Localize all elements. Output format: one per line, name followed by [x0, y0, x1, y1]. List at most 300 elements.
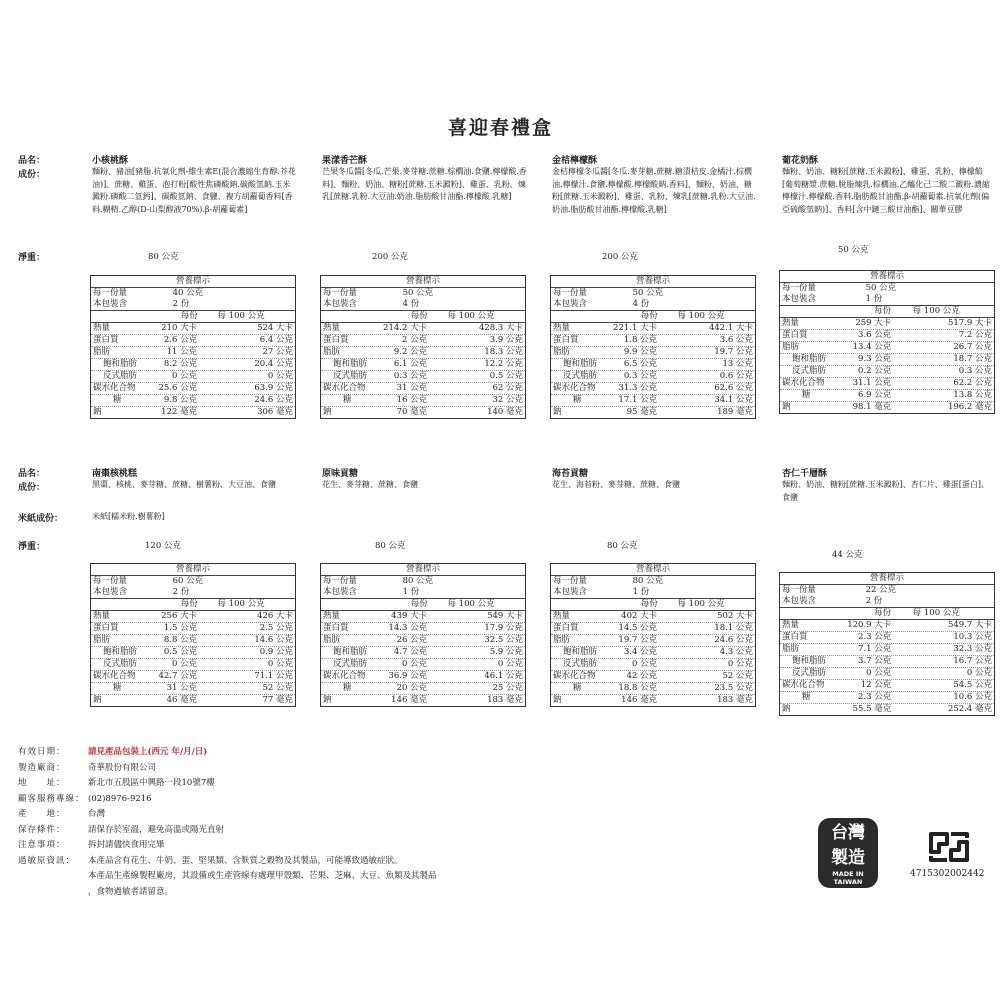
transfat-label: 反式脂肪: [792, 668, 827, 678]
sodium-row: [91, 407, 295, 418]
fat-per-serving: 9.9 公克: [623, 347, 658, 357]
transfat-row: [551, 371, 755, 383]
serving-row: [551, 576, 755, 587]
sugar-label: 糖: [343, 683, 352, 693]
product-name: 金桔檸檬酥: [552, 156, 598, 166]
carb-label: 碳水化合物: [782, 680, 825, 690]
sodium-label: 鈉: [782, 402, 791, 412]
satfat-label: 飽和脂肪: [333, 647, 368, 657]
logo-line-1: 台灣: [831, 823, 865, 843]
servings-value: 4 份: [632, 299, 650, 309]
sodium-per-serving: 122 毫克: [161, 407, 198, 417]
sodium-per-serving: 146 毫克: [391, 695, 428, 705]
fat-per-serving: 8.8 公克: [163, 635, 198, 645]
serving-label: 每一份量: [93, 288, 128, 298]
energy-per-100g: 524 大卡: [257, 323, 293, 333]
energy-per-serving: 402 大卡: [621, 611, 658, 621]
transfat-label: 反式脂肪: [333, 659, 368, 669]
carb-per-serving: 42 公克: [626, 671, 658, 681]
sugar-per-serving: 20 公克: [396, 683, 428, 693]
logo-line-2: 製造: [831, 848, 865, 868]
sugar-label: 糖: [113, 395, 122, 405]
product-weight: 200 公克: [602, 252, 638, 262]
satfat-per-serving: 9.3 公克: [858, 354, 892, 364]
product-name: 小核桃酥: [92, 156, 129, 166]
nutrition-title: 營養標示: [551, 276, 755, 288]
servings-label: 本包裝含: [93, 587, 128, 597]
energy-label: 熱量: [323, 611, 341, 621]
fat-row: [551, 347, 755, 359]
fat-per-serving: 13.4 公克: [852, 342, 892, 352]
fat-label: 脂肪: [93, 635, 111, 645]
energy-per-serving: 210 大卡: [161, 323, 198, 333]
carb-per-100g: 63.9 公克: [254, 383, 293, 393]
page-title: 喜迎春禮盒: [447, 117, 553, 139]
protein-per-100g: 7.2 公克: [958, 330, 992, 340]
name-label: 品名：: [18, 156, 46, 166]
per-serving-header: 每份: [874, 306, 892, 316]
servings-value: 2 份: [172, 299, 190, 309]
energy-per-100g: 502 大卡: [717, 611, 753, 621]
carb-per-100g: 62 公克: [492, 383, 523, 393]
transfat-per-100g: 0 公克: [966, 668, 992, 678]
fat-label: 脂肪: [553, 635, 571, 645]
footer-row: [18, 838, 165, 850]
sugar-per-100g: 34.1 公克: [714, 395, 753, 405]
satfat-per-serving: 4.7 公克: [393, 647, 428, 657]
per-100g-header: 每 100 公克: [677, 599, 725, 609]
sugar-per-serving: 31 公克: [166, 683, 198, 693]
satfat-per-100g: 12.2 公克: [484, 359, 523, 369]
protein-per-100g: 17.9 公克: [484, 623, 523, 633]
footer-key: 注意事項：: [18, 840, 66, 850]
transfat-per-serving: 0 公克: [171, 371, 198, 381]
satfat-label: 飽和脂肪: [563, 359, 598, 369]
serving-value: 60 公克: [172, 576, 204, 586]
sugar-per-serving: 9.8 公克: [163, 395, 198, 405]
product-ingredients: 黑棗、核桃、麥芽糖、蔗糖、樹薯粉、大豆油、食鹽: [92, 480, 276, 489]
sodium-per-100g: 252.4 毫克: [947, 704, 992, 714]
servings-value: 1 份: [402, 587, 420, 597]
servings-value: 2 份: [865, 596, 883, 606]
servings-value: 1 份: [632, 587, 650, 597]
carb-row: [321, 383, 525, 395]
servings-label: 本包裝含: [93, 299, 128, 309]
carb-label: 碳水化合物: [93, 671, 136, 681]
product-weight: 200 公克: [372, 252, 408, 262]
sugar-per-100g: 32 公克: [492, 395, 523, 405]
footer-key: 顧客服務專線：: [18, 793, 85, 804]
transfat-per-100g: 0 公克: [497, 659, 523, 669]
carb-per-100g: 71.1 公克: [254, 671, 293, 681]
serving-row: [551, 288, 755, 299]
column-header: [321, 599, 525, 611]
fat-per-serving: 19.7 公克: [618, 635, 658, 645]
protein-per-100g: 6.4 公克: [259, 335, 293, 345]
energy-per-serving: 214.2 大卡: [383, 323, 428, 333]
fat-row: [91, 347, 295, 359]
sugar-per-100g: 24.6 公克: [254, 395, 293, 405]
servings-label: 本包裝含: [782, 294, 817, 304]
satfat-label: 飽和脂肪: [792, 656, 827, 666]
product-ingredients: 金桔檸檬冬瓜醬[冬瓜.麥芽糖.蔗糖.糖漬桔皮.金橘汁.棕櫚油.檸檬汁.食鹽.檸檬酸.檸檬酸鈉.香料]、麵粉、奶油、糖粉[蔗糖.玉米澱粉]、雞蛋、乳粉、煉乳[蔗糖.乳粉.大豆油.奶油.脂肪酸甘油酯.檸檬酸.乳糖]: [552, 167, 756, 214]
energy-label: 熱量: [553, 611, 571, 621]
column-header: [91, 599, 295, 611]
transfat-label: 反式脂肪: [563, 371, 598, 381]
product-ingredients: 花生、海苔粉、麥芽糖、蔗糖、食鹽: [552, 480, 680, 489]
protein-per-100g: 2.5 公克: [259, 623, 293, 633]
sugar-per-serving: 18.8 公克: [618, 683, 658, 693]
fat-row: [780, 342, 994, 354]
nutrition-title: 營養標示: [780, 573, 994, 585]
fat-per-100g: 27 公克: [262, 347, 293, 357]
footer-key: 地 址：: [18, 778, 66, 788]
servings-value: 2 份: [172, 587, 190, 597]
carb-per-serving: 12 公克: [860, 680, 892, 690]
sugar-per-100g: 25 公克: [492, 683, 523, 693]
column-header: [551, 311, 755, 323]
sugar-row: [91, 395, 295, 407]
protein-per-serving: 2 公克: [401, 335, 428, 345]
per-serving-header: 每份: [410, 599, 428, 609]
carb-row: [551, 671, 755, 683]
sugar-per-100g: 52 公克: [262, 683, 293, 693]
energy-per-serving: 439 大卡: [391, 611, 428, 621]
rice-paper-label: 米紙成份：: [18, 514, 64, 524]
transfat-label: 反式脂肪: [103, 659, 138, 669]
transfat-per-serving: 0.3 公克: [623, 371, 658, 381]
satfat-per-serving: 6.1 公克: [393, 359, 428, 369]
sodium-per-100g: 306 毫克: [257, 407, 293, 417]
serving-value: 40 公克: [172, 288, 204, 298]
carb-per-serving: 31.1 公克: [852, 378, 892, 388]
sodium-per-100g: 77 毫克: [262, 695, 293, 705]
nutrition-title: 營養標示: [321, 276, 525, 288]
sodium-per-100g: 183 毫克: [487, 695, 523, 705]
sugar-label: 糖: [343, 395, 352, 405]
fat-row: [551, 635, 755, 647]
carb-per-serving: 31 公克: [396, 383, 428, 393]
fat-per-serving: 7.1 公克: [858, 644, 892, 654]
serving-value: 22 公克: [865, 585, 897, 595]
nutrition-table: [90, 275, 296, 419]
carb-row: [780, 378, 994, 390]
footer-key: 有效日期：: [18, 747, 66, 757]
sugar-per-serving: 6.9 公克: [858, 390, 892, 400]
serving-value: 50 公克: [632, 288, 664, 298]
protein-label: 蛋白質: [323, 335, 349, 345]
sugar-row: [321, 683, 525, 695]
protein-per-serving: 14.3 公克: [388, 623, 428, 633]
protein-per-serving: 14.5 公克: [618, 623, 658, 633]
per-100g-header: 每 100 公克: [912, 306, 960, 316]
servings-row: [780, 294, 994, 306]
energy-label: 熱量: [782, 318, 800, 328]
sugar-per-100g: 13.8 公克: [953, 390, 992, 400]
product-weight: 80 公克: [148, 252, 179, 262]
footer-row: [18, 807, 105, 819]
carb-per-100g: 46.1 公克: [484, 671, 523, 681]
transfat-per-serving: 0 公克: [171, 659, 198, 669]
protein-row: [551, 623, 755, 635]
sugar-label: 糖: [573, 683, 582, 693]
serving-label: 每一份量: [782, 283, 817, 293]
carb-row: [91, 671, 295, 683]
energy-label: 熱量: [782, 620, 800, 630]
servings-label: 本包裝含: [323, 299, 358, 309]
serving-value: 80 公克: [632, 576, 664, 586]
carb-row: [91, 383, 295, 395]
nutrition-title: 營養標示: [91, 564, 295, 576]
transfat-per-100g: 0.5 公克: [489, 371, 523, 381]
sodium-label: 鈉: [323, 695, 332, 705]
energy-label: 熱量: [93, 323, 111, 333]
product-weight: 50 公克: [838, 245, 869, 255]
nutrition-table: [779, 572, 995, 716]
satfat-label: 飽和脂肪: [103, 647, 138, 657]
barcode-number: 4715302002442: [910, 869, 985, 879]
nutrition-table: [320, 563, 526, 707]
servings-label: 本包裝含: [323, 587, 358, 597]
sodium-label: 鈉: [93, 407, 102, 417]
serving-row: [780, 585, 994, 596]
product-name: 南棗核桃糕: [92, 469, 138, 479]
energy-label: 熱量: [553, 323, 571, 333]
footer-value: 請見產品包裝上(西元 年/月/日): [88, 747, 208, 757]
footer-row: [18, 745, 207, 757]
per-100g-header: 每 100 公克: [447, 311, 495, 321]
energy-per-serving: 259 大卡: [855, 318, 892, 328]
transfat-per-100g: 0.6 公克: [719, 371, 753, 381]
protein-row: [91, 335, 295, 347]
footer-row: [18, 776, 215, 788]
servings-label: 本包裝含: [553, 299, 588, 309]
energy-row: [91, 323, 295, 335]
energy-per-100g: 428.3 大卡: [478, 323, 523, 333]
protein-label: 蛋白質: [782, 632, 808, 642]
carb-per-100g: 62.2 公克: [953, 378, 992, 388]
servings-row: [91, 587, 295, 599]
footer-key: 保存條件：: [18, 824, 66, 835]
footer-row: [18, 869, 437, 881]
footer-value: 台灣: [88, 809, 106, 819]
per-serving-header: 每份: [640, 599, 658, 609]
footer-row: [18, 761, 156, 773]
sodium-row: [551, 695, 755, 706]
fat-per-100g: 19.7 公克: [714, 347, 753, 357]
serving-label: 每一份量: [553, 576, 588, 586]
carb-per-serving: 25.6 公克: [158, 383, 198, 393]
satfat-label: 飽和脂肪: [103, 359, 138, 369]
sugar-per-100g: 10.6 公克: [953, 692, 992, 702]
transfat-row: [780, 668, 994, 680]
fat-row: [321, 347, 525, 359]
nutrition-table: [779, 270, 995, 414]
protein-per-100g: 18.1 公克: [714, 623, 753, 633]
servings-label: 本包裝含: [782, 596, 817, 606]
protein-per-100g: 3.6 公克: [719, 335, 753, 345]
satfat-row: [551, 359, 755, 371]
energy-row: [780, 620, 994, 632]
per-100g-header: 每 100 公克: [677, 311, 725, 321]
sodium-row: [551, 407, 755, 418]
fat-row: [91, 635, 295, 647]
product-ingredients: 麵粉、豬油[豬脂.抗氧化劑-維生素E(混合濃縮生育醇.芥花油)]、蔗糖、雞蛋、泡打粉[酸性焦磷酸鈉.碳酸氫鈉.玉米澱粉.磷酸二氫鈣]、碳酸氫鈉、食鹽、複方胡蘿蔔香料[香料.糊精.乙醇(D-山梨醇液70%).β-胡蘿蔔素]: [92, 167, 296, 214]
column-header: [780, 306, 994, 318]
fat-per-serving: 9.2 公克: [393, 347, 428, 357]
satfat-per-serving: 6.5 公克: [623, 359, 658, 369]
nutrition-table: [90, 563, 296, 707]
fat-label: 脂肪: [782, 342, 800, 352]
protein-per-serving: 1.5 公克: [163, 623, 198, 633]
carb-label: 碳水化合物: [553, 383, 596, 393]
sodium-row: [321, 407, 525, 418]
satfat-label: 飽和脂肪: [792, 354, 827, 364]
fat-label: 脂肪: [782, 644, 800, 654]
footer-value: 請保存於室溫，避免高溫或陽光直射: [88, 824, 225, 835]
transfat-per-serving: 0.3 公克: [393, 371, 428, 381]
satfat-row: [321, 359, 525, 371]
sodium-label: 鈉: [93, 695, 102, 705]
sugar-row: [780, 390, 994, 402]
transfat-label: 反式脂肪: [333, 371, 368, 381]
product-name: 海苔貢糖: [552, 469, 589, 479]
protein-label: 蛋白質: [93, 623, 119, 633]
serving-row: [91, 288, 295, 299]
carb-row: [321, 671, 525, 683]
protein-row: [91, 623, 295, 635]
per-serving-header: 每份: [640, 311, 658, 321]
protein-label: 蛋白質: [323, 623, 349, 633]
transfat-row: [321, 659, 525, 671]
product-weight: 120 公克: [145, 541, 181, 551]
protein-per-serving: 2.3 公克: [858, 632, 892, 642]
product-ingredients: 花生、麥芽糖、蔗糖、食鹽: [322, 480, 418, 489]
serving-label: 每一份量: [782, 585, 817, 595]
sugar-row: [321, 395, 525, 407]
serving-label: 每一份量: [553, 288, 588, 298]
fat-per-100g: 18.3 公克: [484, 347, 523, 357]
rice-paper-ingredients: 米紙[糯米粉.樹薯粉]: [92, 512, 165, 521]
product-ingredients: 麵粉、奶油、糖粉[蔗糖.玉米澱粉]、雞蛋、乳粉、檸檬餡[葡萄糖漿.蔗糖.脫脂煉乳.棕櫚油.乙醯化己二酸二澱粉.濃縮檸檬汁.檸檬酸.香料.脂肪酸甘油酯.β-胡蘿蔔素.抗氧化劑(偏亞硫酸氫鈉)]、香料[含中鏈三酸甘油酯]、關華豆膠: [782, 167, 990, 214]
satfat-per-serving: 3.4 公克: [623, 647, 658, 657]
sugar-label: 糖: [113, 683, 122, 693]
fat-label: 脂肪: [323, 635, 341, 645]
satfat-per-100g: 20.4 公克: [254, 359, 293, 369]
fat-label: 脂肪: [323, 347, 341, 357]
sodium-row: [321, 695, 525, 706]
per-100g-header: 每 100 公克: [217, 599, 265, 609]
servings-row: [321, 299, 525, 311]
fat-per-serving: 26 公克: [396, 635, 428, 645]
sodium-per-serving: 95 毫克: [626, 407, 658, 417]
protein-row: [551, 335, 755, 347]
carb-per-100g: 54.5 公克: [953, 680, 992, 690]
per-100g-header: 每 100 公克: [447, 599, 495, 609]
fat-per-100g: 24.6 公克: [714, 635, 753, 645]
sodium-per-100g: 140 毫克: [487, 407, 523, 417]
carb-label: 碳水化合物: [323, 383, 366, 393]
transfat-row: [551, 659, 755, 671]
energy-label: 熱量: [323, 323, 341, 333]
transfat-label: 反式脂肪: [792, 366, 827, 376]
fat-label: 脂肪: [553, 347, 571, 357]
name-label-2: 品名：: [18, 469, 46, 479]
carb-per-100g: 52 公克: [722, 671, 753, 681]
satfat-row: [780, 354, 994, 366]
product-weight: 44 公克: [832, 550, 863, 560]
protein-label: 蛋白質: [553, 623, 579, 633]
footer-row: [18, 885, 173, 897]
sugar-per-100g: 23.5 公克: [714, 683, 753, 693]
energy-label: 熱量: [93, 611, 111, 621]
carb-per-serving: 36.9 公克: [388, 671, 428, 681]
sodium-label: 鈉: [553, 695, 562, 705]
transfat-per-serving: 0 公克: [631, 659, 658, 669]
servings-row: [780, 596, 994, 608]
sugar-per-serving: 17.1 公克: [618, 395, 658, 405]
transfat-per-100g: 0 公克: [727, 659, 753, 669]
protein-per-100g: 10.3 公克: [953, 632, 992, 642]
fat-row: [321, 635, 525, 647]
column-header: [91, 311, 295, 323]
transfat-per-100g: 0.3 公克: [958, 366, 992, 376]
protein-row: [321, 623, 525, 635]
sodium-label: 鈉: [782, 704, 791, 714]
footer-row: [18, 854, 403, 866]
footer-key: 過敏原資訊：: [18, 855, 76, 866]
energy-per-100g: 426 大卡: [257, 611, 293, 621]
transfat-per-serving: 0 公克: [401, 659, 428, 669]
sodium-row: [780, 704, 994, 715]
product-weight: 80 公克: [607, 541, 638, 551]
sugar-row: [551, 395, 755, 407]
footer-row: [18, 792, 152, 804]
nutrition-title: 營養標示: [321, 564, 525, 576]
energy-per-100g: 442.1 大卡: [708, 323, 753, 333]
product-name: 原味貢糖: [322, 469, 359, 479]
column-header: [551, 599, 755, 611]
fat-per-100g: 26.7 公克: [953, 342, 992, 352]
per-serving-header: 每份: [410, 311, 428, 321]
transfat-label: 反式脂肪: [103, 371, 138, 381]
transfat-row: [91, 659, 295, 671]
carb-label: 碳水化合物: [93, 383, 136, 393]
sugar-per-serving: 16 公克: [396, 395, 428, 405]
product-ingredients: 芒果冬瓜醬[冬瓜.芒果.麥芽糖.蔗糖.棕櫚油.食鹽.檸檬酸.香料]、麵粉、奶油、糖粉[蔗糖.玉米澱粉]、雞蛋、乳粉、煉乳[蔗糖.乳粉.大豆油.奶油.脂肪酸甘油酯.檸檬酸.乳糖]: [322, 167, 527, 201]
product-name: 果漾香芒酥: [322, 156, 368, 166]
sodium-row: [780, 402, 994, 413]
satfat-per-serving: 3.7 公克: [858, 656, 892, 666]
sugar-label: 糖: [802, 692, 811, 702]
protein-label: 蛋白質: [93, 335, 119, 345]
serving-value: 80 公克: [402, 576, 434, 586]
sodium-per-serving: 46 毫克: [166, 695, 198, 705]
footer-value: 新北市五股區中興路一段10號7樓: [88, 778, 215, 788]
energy-row: [551, 323, 755, 335]
per-serving-header: 每份: [874, 608, 892, 618]
footer-row: [18, 823, 224, 835]
transfat-per-100g: 0 公克: [267, 371, 293, 381]
footer-key: 製造廠商：: [18, 762, 66, 773]
ingredients-label: 成份：: [18, 170, 46, 180]
nutrition-table: [320, 275, 526, 419]
servings-value: 1 份: [865, 294, 883, 304]
satfat-label: 飽和脂肪: [333, 359, 368, 369]
product-name: 葡花奶酥: [782, 156, 819, 166]
footer-value: ，食物過敏者請留意。: [88, 886, 174, 897]
product-name: 杏仁千層酥: [782, 469, 828, 479]
